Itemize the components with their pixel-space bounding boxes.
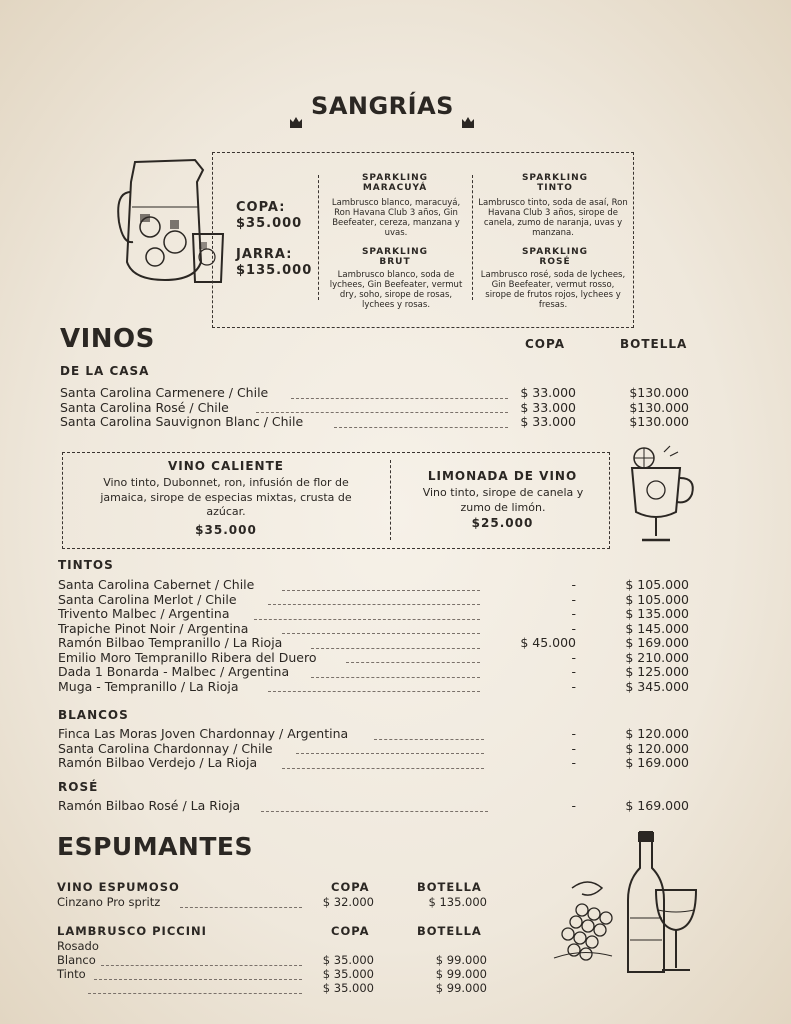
sangria-desc: Lambrusco tinto, soda de asaí, Ron Havana Club 3 años, sirope de canela, zumo de naranja, uvas y manzana.	[478, 198, 628, 238]
copa-price: -	[571, 726, 576, 741]
dotted-leader	[334, 427, 508, 428]
botella-price: $ 169.000	[625, 635, 689, 650]
dotted-leader	[296, 753, 484, 754]
botella-price: $ 105.000	[625, 577, 689, 592]
copa-price: -	[571, 798, 576, 813]
blancos-title: BLANCOS	[58, 708, 129, 722]
jarra-price: $135.000	[236, 263, 313, 278]
sangrias-title: SANGRÍAS	[311, 92, 454, 120]
dotted-leader	[94, 979, 302, 980]
sangria-desc: Lambrusco blanco, maracuyá, Ron Havana Club 3 años, Gin Beefeater, cereza, manzana y uvas.	[331, 198, 461, 238]
wine-name: Santa Carolina Chardonnay / Chile	[58, 740, 273, 756]
copa-price: $35.000	[236, 216, 303, 231]
copa-price: $ 35.000	[322, 981, 374, 995]
rose-title: ROSÉ	[58, 780, 99, 794]
botella-price: $ 99.000	[435, 981, 487, 995]
copa-price: $ 45.000	[520, 635, 576, 650]
dotted-leader	[311, 677, 481, 678]
copa-price: $ 33.000	[520, 385, 576, 400]
dotted-leader	[282, 590, 480, 591]
sangria-name: SPARKLING TINTO	[521, 173, 589, 193]
sangria-desc: Lambrusco blanco, soda de lychees, Gin Beefeater, vermut dry, soho, sirope de rosas, lychees y rosas.	[329, 270, 463, 310]
botella-price: $ 135.000	[428, 895, 487, 909]
botella-price: $ 99.000	[435, 953, 487, 967]
copa-price: $ 32.000	[322, 895, 374, 909]
dotted-leader	[88, 993, 302, 994]
copa-price: $ 35.000	[322, 967, 374, 981]
botella-price: $ 135.000	[625, 606, 689, 621]
wine-name: Santa Carolina Sauvignon Blanc / Chile	[60, 414, 304, 429]
botella-price: $ 145.000	[625, 620, 689, 636]
copa-price: -	[571, 606, 576, 621]
wine-name: Santa Carolina Carmenere / Chile	[60, 385, 269, 400]
jarra-label: JARRA:	[236, 247, 293, 262]
botella-price: $130.000	[629, 414, 689, 429]
vino-caliente-desc: Vino tinto, Dubonnet, ron, infusión de flor de jamaica, sirope de especias mixtas, crusta de azúcar.	[100, 476, 352, 518]
botella-price: $ 120.000	[625, 726, 689, 741]
wine-name: Santa Carolina Merlot / Chile	[58, 591, 237, 607]
botella-price: $ 210.000	[625, 649, 689, 665]
divider	[390, 460, 391, 540]
tintos-title: TINTOS	[58, 558, 114, 572]
copa-price: -	[571, 664, 576, 679]
sangria-name: SPARKLING BRUT	[361, 247, 429, 267]
copa-price: -	[571, 755, 576, 770]
wine-name: Blanco	[57, 953, 96, 967]
botella-price: $ 99.000	[435, 967, 487, 981]
wine-name: Trapiche Pinot Noir / Argentina	[58, 620, 249, 636]
copa-price: -	[571, 678, 576, 694]
wine-name: Ramón Bilbao Verdejo / La Rioja	[58, 755, 258, 770]
col-copa-header: COPA	[331, 924, 370, 938]
vino-caliente-title: VINO CALIENTE	[167, 459, 284, 473]
limonada-price: $25.000	[471, 516, 534, 530]
sangria-name: SPARKLING ROSÉ	[521, 247, 589, 267]
limonada-title: LIMONADA DE VINO	[427, 469, 578, 483]
col-botella-header: BOTELLA	[417, 924, 482, 938]
vino-espumoso-title: VINO ESPUMOSO	[57, 880, 180, 894]
dotted-leader	[311, 648, 481, 649]
vinos-title: VINOS	[60, 324, 155, 354]
botella-price: $ 125.000	[625, 664, 689, 679]
wine-name: Ramón Bilbao Tempranillo / La Rioja	[58, 635, 283, 650]
copa-price: $ 35.000	[322, 953, 374, 967]
sangria-desc: Lambrusco rosé, soda de lychees, Gin Beefeater, vermut rosso, sirope de frutos rojos, lychees y fresas.	[480, 270, 626, 310]
copa-price: -	[571, 740, 576, 756]
divider	[472, 175, 473, 300]
wine-name: Cinzano Pro spritz	[57, 895, 161, 909]
dotted-leader	[282, 633, 480, 634]
botella-price: $ 120.000	[625, 740, 689, 756]
botella-price: $ 169.000	[625, 755, 689, 770]
copa-price: $ 33.000	[520, 399, 576, 415]
mulled-wine-glass-icon	[626, 444, 700, 552]
vino-caliente-price: $35.000	[195, 523, 257, 537]
lambrusco-title: LAMBRUSCO PICCINI	[57, 924, 207, 938]
espumantes-title: ESPUMANTES	[57, 832, 253, 861]
dotted-leader	[180, 907, 302, 908]
crown-icon	[289, 113, 303, 132]
wine-name: Muga - Tempranillo / La Rioja	[58, 678, 239, 694]
de-la-casa-title: DE LA CASA	[60, 364, 150, 378]
crown-icon	[461, 113, 475, 132]
dotted-leader	[374, 739, 484, 740]
col-botella-header: BOTELLA	[620, 337, 688, 351]
dotted-leader	[261, 811, 488, 812]
botella-price: $130.000	[629, 399, 689, 415]
wine-name: Dada 1 Bonarda - Malbec / Argentina	[58, 664, 290, 679]
dotted-leader	[101, 965, 302, 966]
wine-name: Tinto	[57, 967, 86, 981]
wine-name: Santa Carolina Cabernet / Chile	[58, 577, 255, 592]
botella-price: $ 105.000	[625, 591, 689, 607]
copa-price: $ 33.000	[520, 414, 576, 429]
wine-name: Ramón Bilbao Rosé / La Rioja	[58, 798, 241, 813]
dotted-leader	[291, 398, 508, 399]
copa-label: COPA:	[236, 200, 286, 215]
copa-price: -	[571, 577, 576, 592]
botella-price: $130.000	[629, 385, 689, 400]
dotted-leader	[282, 768, 484, 769]
botella-price: $ 169.000	[625, 798, 689, 813]
dotted-leader	[256, 412, 508, 413]
sangria-name: SPARKLING MARACUYÁ	[361, 173, 429, 193]
col-botella-header: BOTELLA	[417, 880, 482, 894]
wine-name: Rosado	[57, 939, 99, 953]
wine-name: Emilio Moro Tempranillo Ribera del Duero	[58, 649, 317, 665]
copa-price: -	[571, 591, 576, 607]
dotted-leader	[346, 662, 480, 663]
dotted-leader	[268, 691, 480, 692]
col-copa-header: COPA	[331, 880, 370, 894]
wine-bottle-grapes-icon	[552, 828, 702, 982]
botella-price: $ 345.000	[625, 678, 689, 694]
limonada-desc: Vino tinto, sirope de canela y zumo de limón.	[422, 486, 584, 514]
divider	[318, 175, 319, 300]
wine-name: Santa Carolina Rosé / Chile	[60, 399, 229, 415]
dotted-leader	[254, 619, 480, 620]
dotted-leader	[268, 604, 480, 605]
wine-name: Trivento Malbec / Argentina	[58, 606, 230, 621]
copa-price: -	[571, 649, 576, 665]
copa-price: -	[571, 620, 576, 636]
col-copa-header: COPA	[525, 337, 565, 351]
wine-name: Finca Las Moras Joven Chardonnay / Argentina	[58, 726, 349, 741]
